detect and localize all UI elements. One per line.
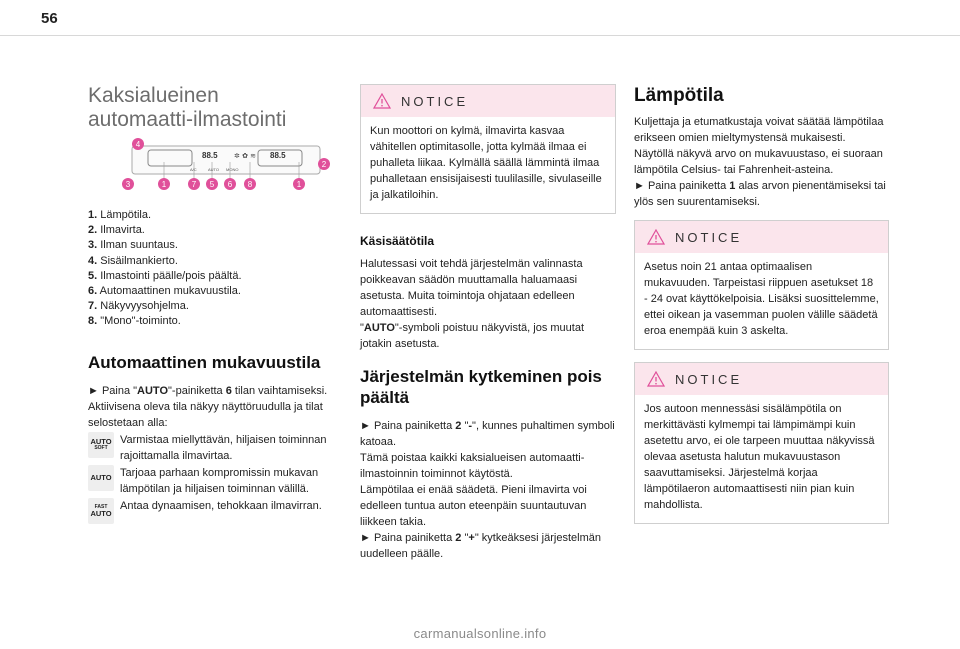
comfort-instruction: ► Paina "AUTO"-painiketta 6 tilan vaihtamiseksi. — [88, 384, 328, 397]
svg-text:7: 7 — [191, 180, 197, 189]
control-legend-list — [88, 208, 350, 330]
svg-text:1: 1 — [296, 180, 302, 189]
mono-button-label: MONO — [226, 167, 239, 172]
section-heading-manual-mode: Käsisäätötila — [360, 234, 435, 248]
auto-symbol-text: "AUTO"-symboli poistuu näkyvistä, jos muutat jotakin asetusta. — [360, 322, 585, 350]
callout-badge-2 — [318, 158, 330, 170]
list-item: 8. "Mono"-toiminto. — [88, 315, 181, 328]
svg-text:8: 8 — [247, 180, 253, 189]
page-number: 56 — [41, 10, 58, 27]
manual-mode-text: Halutessasi voit tehdä järjestelmän valinnasta poikkeavan säädön muuttamalla haluamaasi asetusta. Muita toimintoja ohjataan edelleen automaattisesti. — [360, 258, 583, 318]
notice-text: Asetus noin 21 antaa optimaalisen mukavuuden. Tarpeistasi riippuen asetukset 18 - 24 ovat käyttökelpoisia. Lisäksi suosittelemme, ettei oikean ja vasemman puolen välille säädetä eroa enempää kuin 3 askelta. — [644, 261, 879, 337]
section-heading-temperature: Lämpötila — [634, 85, 724, 106]
switch-off-effect: Tämä poistaa kaikki kaksialueisen automaatti-ilmastoinnin toiminnot käytöstä. — [360, 452, 585, 480]
auto-soft-icon: AUTO SOFT — [88, 432, 114, 458]
notice-box — [634, 220, 889, 350]
svg-text:3: 3 — [125, 180, 131, 189]
mode-row-normal — [88, 465, 350, 497]
right-column — [634, 84, 889, 524]
mode-row-fast — [88, 498, 350, 524]
temperature-instruction: ► Paina painiketta 1 alas arvon pienentämiseksi tai ylös sen suurentamiseksi. — [634, 180, 886, 208]
warning-icon — [647, 371, 665, 387]
auto-fast-icon: FAST AUTO — [88, 498, 114, 524]
section-heading-switch-off: Järjestelmän kytkeminen pois päältä — [360, 367, 602, 407]
page-title — [88, 84, 350, 132]
left-column — [88, 84, 350, 524]
callout-badge-4 — [132, 138, 144, 150]
warning-icon — [373, 93, 391, 109]
list-item: 3. Ilman suuntaus. — [88, 239, 178, 252]
notice-header — [635, 363, 888, 395]
watermark: carmanualsonline.info — [413, 626, 547, 641]
callout-badge-5 — [206, 178, 218, 190]
notice-header — [635, 221, 888, 253]
list-item: 7. Näkyvyysohjelma. — [88, 300, 189, 313]
auto-normal-icon: AUTO — [88, 465, 114, 491]
svg-text:4: 4 — [135, 140, 141, 149]
display-left-value: 88.5 — [202, 151, 218, 160]
climate-control-panel-illustration — [104, 138, 334, 194]
svg-text:6: 6 — [227, 180, 233, 189]
list-item: 5. Ilmastointi päälle/pois päältä. — [88, 269, 242, 282]
list-item: 1. Lämpötila. — [88, 209, 152, 221]
ac-button-label: A/C — [190, 167, 197, 172]
svg-text:5: 5 — [209, 180, 215, 189]
comfort-state-text: Aktiivisena oleva tila näkyy näyttöruudulla ja tilat selostetaan alla: — [88, 400, 323, 429]
notice-text: Jos autoon mennessäsi sisälämpötila on merkittävästi kylmempi tai lämpimämpi kuin asetettu arvo, ei ole tarpeen muuttaa näkyvissä olevaa asetusta halutun mukavuustason saavuttamiseksi. Järjestelmä korjaa lämpötilaeron automaattisesti niin pian kuin mahdollista. — [644, 403, 875, 511]
temperature-text-2: Näytöllä näkyvä arvo on mukavuustaso, ei suoraan lämpötila Celsius- tai Fahrenheit-asteina. — [634, 148, 883, 176]
switch-off-note: Lämpötilaa ei enää säädetä. Pieni ilmavirta voi edelleen tuntua auton eteenpäin suuntautuvan liikkeen takia. — [360, 484, 587, 528]
callout-badge-6 — [224, 178, 236, 190]
list-item: 6. Automaattinen mukavuustila. — [88, 285, 241, 298]
callout-badge-1-right — [293, 178, 305, 190]
callout-badge-1-left — [158, 178, 170, 190]
list-item: 4. Sisäilmankierto. — [88, 254, 178, 267]
notice-text: Kun moottori on kylmä, ilmavirta kasvaa vähitellen optimitasolle, jotta kylmää ilmaa ei puhalleta liikaa. Kylmällä säällä lämmintä ilmaa puhalletaan ensisijaisesti tuulilasille, sivulaseille ja jalkatiloihin. — [370, 125, 602, 201]
section-heading-comfort-mode: Automaattinen mukavuustila — [88, 352, 321, 372]
temperature-text-1: Kuljettaja ja etumatkustaja voivat säätää lämpötilaa erikseen omien mieltymystensä mukaisesti. — [634, 116, 884, 144]
notice-box — [634, 362, 889, 524]
display-right-value: 88.5 — [270, 151, 286, 160]
mode-description: Varmistaa miellyttävän, hiljaisen toiminnan rajoittamalla ilmavirtaa. — [120, 433, 327, 462]
mode-description: Tarjoaa parhaan kompromissin mukavan lämpötilan ja hiljaisen toiminnan välillä. — [120, 466, 319, 495]
mode-row-soft — [88, 432, 350, 464]
page-title-line2: automaatti-ilmastointi — [88, 108, 287, 131]
svg-text:2: 2 — [321, 160, 327, 169]
callout-badge-7 — [188, 178, 200, 190]
list-item: 2. Ilmavirta. — [88, 224, 145, 237]
notice-box — [360, 84, 616, 214]
notice-title: NOTICE — [675, 371, 743, 387]
switch-off-instruction: ► Paina painiketta 2 "-", kunnes puhaltimen symboli katoaa. — [360, 420, 615, 448]
control-panel-diagram — [104, 138, 334, 194]
svg-text:1: 1 — [161, 180, 167, 189]
middle-column — [360, 84, 616, 562]
notice-header — [361, 85, 615, 117]
callout-badge-3 — [122, 178, 134, 190]
warning-icon — [647, 229, 665, 245]
mode-description: Antaa dynaamisen, tehokkaan ilmavirran. — [120, 499, 322, 512]
auto-button-label: AUTO — [208, 167, 220, 172]
callout-badge-8 — [244, 178, 256, 190]
notice-title: NOTICE — [401, 93, 469, 109]
header-divider — [0, 35, 960, 36]
fan-icon: ✲ ✿ ≋ — [234, 152, 257, 160]
switch-on-instruction: ► Paina painiketta 2 "+" kytkeäksesi järjestelmän uudelleen päälle. — [360, 532, 601, 560]
page-title-line1: Kaksialueinen — [88, 84, 219, 107]
notice-title: NOTICE — [675, 229, 743, 245]
